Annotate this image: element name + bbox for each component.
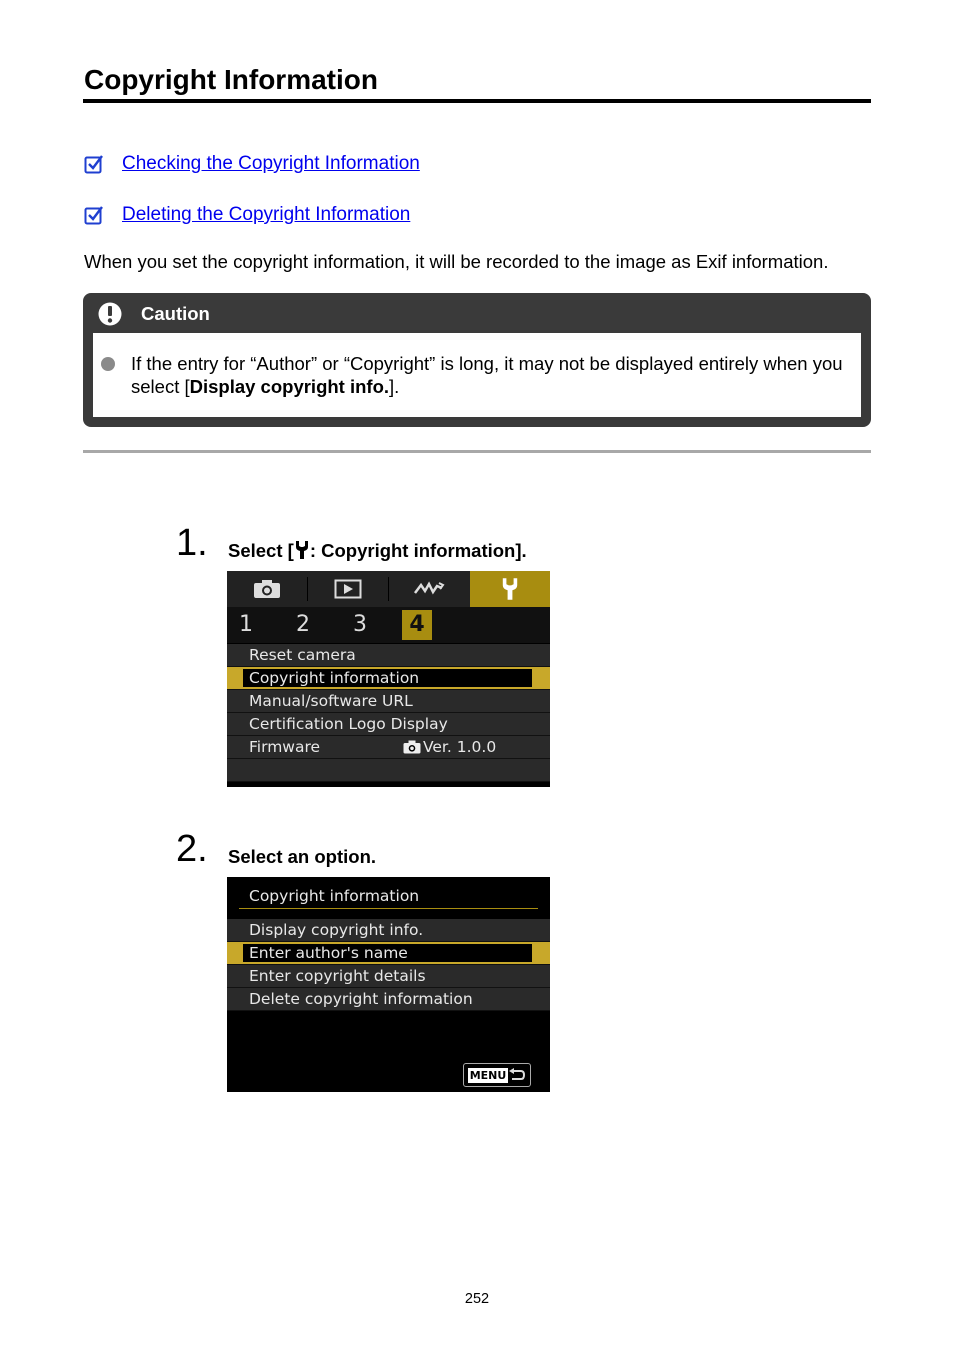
menu-item-label: Firmware — [249, 738, 321, 756]
menu-item-copyright-information[interactable] — [227, 667, 550, 690]
title-underline — [239, 908, 538, 909]
menu-button-label: MENU — [469, 1068, 507, 1082]
menu-item-label: Reset camera — [249, 646, 356, 664]
custom-function-icon — [413, 579, 445, 599]
wrench-icon — [294, 540, 310, 560]
menu-item-label: Display copyright info. — [249, 921, 424, 939]
caution-text — [131, 352, 851, 398]
selection-highlight — [243, 944, 532, 962]
camera-icon — [253, 579, 281, 599]
menu-back-button[interactable] — [463, 1063, 531, 1087]
page-number: 252 — [464, 1291, 490, 1307]
menu-item-display-copyright[interactable] — [227, 919, 550, 942]
page-title: Copyright Information — [84, 64, 378, 95]
caution-body — [93, 333, 861, 417]
menu-item-label: Enter copyright details — [249, 967, 426, 985]
caution-text-bold: Display copyright info. — [189, 376, 390, 397]
menu-item-empty — [227, 759, 550, 782]
page-number-1[interactable]: 1 — [239, 612, 253, 637]
bullet-icon — [101, 357, 115, 371]
return-arrow-icon — [508, 1068, 526, 1082]
menu-item-label: Delete copyright information — [249, 990, 473, 1008]
menu-item-label: Manual/software URL — [249, 692, 413, 710]
caution-label: Caution — [141, 303, 210, 324]
firmware-value — [403, 736, 496, 758]
playback-icon — [334, 579, 362, 599]
menu-item-enter-copyright[interactable] — [227, 965, 550, 988]
menu-item-firmware[interactable] — [227, 736, 550, 759]
camera-screen-setup-menu — [227, 571, 550, 787]
step-number-1: 1. — [176, 522, 208, 564]
step-text-1 — [228, 540, 527, 562]
menu-item-reset-camera[interactable] — [227, 644, 550, 667]
menu-item-label: Copyright information — [249, 669, 420, 687]
menu-item-manual-url[interactable] — [227, 690, 550, 713]
tab-shooting[interactable] — [227, 571, 307, 607]
caution-header — [97, 301, 210, 327]
step-number-2: 2. — [176, 828, 208, 870]
toc-link-deleting[interactable]: Deleting the Copyright Information — [122, 204, 411, 225]
caution-text-part: If the entry for “Author” or “Copyright” is long, it may not be displayed entirely when you select [ — [131, 353, 843, 397]
checkbox-link-icon — [84, 205, 104, 225]
title-rule — [83, 99, 871, 103]
intro-text: When you set the copyright information, it will be recorded to the image as Exif information. — [84, 251, 829, 272]
menu-page-numbers — [227, 607, 550, 643]
camera-icon — [403, 740, 421, 754]
step-text-1-end: : Copyright information]. — [309, 540, 527, 561]
camera-screen-copyright-menu — [227, 877, 550, 1092]
caution-text-end: ]. — [389, 376, 400, 397]
checkbox-link-icon — [84, 154, 104, 174]
toc-item-deleting[interactable] — [84, 202, 410, 228]
page-number-2[interactable]: 2 — [296, 612, 310, 637]
menu-tab-bar — [227, 571, 550, 607]
tab-playback[interactable] — [308, 571, 388, 607]
menu-item-delete-copyright[interactable] — [227, 988, 550, 1011]
menu-item-label: Enter author's name — [249, 944, 408, 962]
menu-item-certification-logo[interactable] — [227, 713, 550, 736]
page-number-3[interactable]: 3 — [353, 612, 367, 637]
firmware-version: Ver. 1.0.0 — [423, 738, 497, 756]
wrench-icon — [500, 577, 520, 601]
page-number-4[interactable]: 4 — [402, 610, 432, 640]
caution-box — [83, 293, 871, 427]
toc-item-checking[interactable] — [84, 151, 420, 177]
step-text-2: Select an option. — [228, 846, 377, 867]
tab-custom[interactable] — [389, 571, 469, 607]
toc-link-checking[interactable]: Checking the Copyright Information — [122, 153, 420, 174]
tab-setup[interactable] — [470, 571, 550, 607]
menu-item-enter-author[interactable] — [227, 942, 550, 965]
step-text-1-start: Select [ — [228, 540, 294, 561]
selection-highlight — [243, 669, 532, 687]
section-divider — [83, 450, 871, 453]
screen-title: Copyright information — [249, 887, 420, 905]
caution-icon — [97, 301, 123, 327]
menu-item-label: Certification Logo Display — [249, 715, 448, 733]
